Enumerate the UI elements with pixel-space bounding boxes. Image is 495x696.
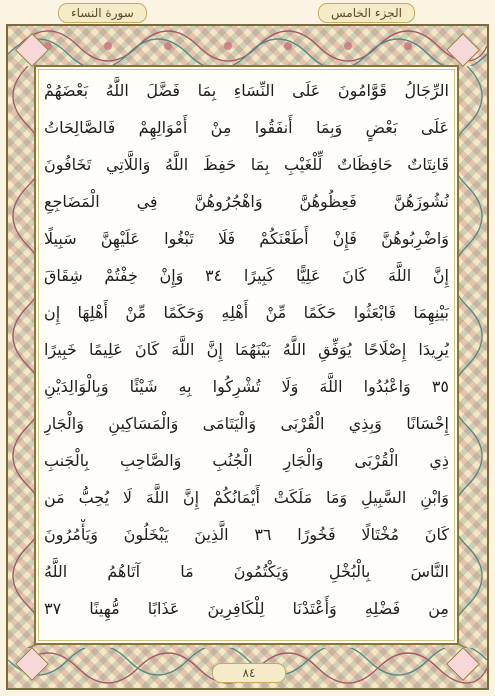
verse-line: النَّاسَ بِالْبُخْلِ وَيَكْتُمُونَ مَا آتَاهُمُ اللَّهُ xyxy=(44,562,449,581)
verse-line: نُشُوزَهُنَّ فَعِظُوهُنَّ وَاهْجُرُوهُنَّ فِي الْمَضَاجِعِ xyxy=(44,192,449,211)
verse-line: إِنَّ اللَّهَ كَانَ عَلِيًّا كَبِيرًا ٣٤ وَإِنْ خِفْتُمْ شِقَاقَ xyxy=(44,266,449,285)
verse-line: عَلَى بَعْضٍ وَبِمَا أَنفَقُوا مِنْ أَمْوَالِهِمْ فَالصَّالِحَاتُ xyxy=(44,118,449,137)
top-decorative-border xyxy=(8,26,487,66)
verse-lines xyxy=(44,75,449,635)
verse-line: ذِي الْقُرْبَى وَالْجَارِ الْجُنُبِ وَالصَّاحِبِ بِالْجَنبِ xyxy=(44,451,449,470)
surah-title: سورة النساء xyxy=(58,3,147,23)
verse-line: بَيْنِهِمَا فَابْعَثُوا حَكَمًا مِّنْ أَهْلِهِ وَحَكَمًا مِّنْ أَهْلِهَا إِن xyxy=(44,303,449,322)
verse-line: كَانَ مُخْتَالًا فَخُورًا ٣٦ الَّذِينَ يَبْخَلُونَ وَيَأْمُرُونَ xyxy=(44,525,449,544)
verse-line: إِحْسَانًا وَبِذِي الْقُرْبَى وَالْيَتَامَى وَالْمَسَاكِينِ وَالْجَارِ xyxy=(44,414,449,433)
page-number: ٨٤ xyxy=(212,663,286,683)
top-floral-pattern-icon xyxy=(8,26,487,66)
verse-line: يُرِيدَا إِصْلَاحًا يُوَفِّقِ اللَّهُ بَيْنَهُمَا إِنَّ اللَّهَ كَانَ عَلِيمًا خَبِيرًا xyxy=(44,340,449,359)
verse-line: وَابْنِ السَّبِيلِ وَمَا مَلَكَتْ أَيْمَانُكُمْ إِنَّ اللَّهَ لَا يُحِبُّ مَن xyxy=(44,488,449,507)
verse-line: وَاضْرِبُوهُنَّ فَإِنْ أَطَعْنَكُمْ فَلَا تَبْغُوا عَلَيْهِنَّ سَبِيلًا xyxy=(44,229,449,248)
verse-line: مِن فَضْلِهِ وَأَعْتَدْنَا لِلْكَافِرِينَ عَذَابًا مُّهِينًا ٣٧ xyxy=(44,599,449,618)
verse-line: الرِّجَالُ قَوَّامُونَ عَلَى النِّسَاءِ بِمَا فَضَّلَ اللَّهُ بَعْضَهُمْ xyxy=(44,81,449,100)
juz-title: الجزء الخامس xyxy=(318,3,415,23)
page-header xyxy=(0,0,495,24)
quran-text-panel xyxy=(34,65,459,645)
verse-line: ٣٥ وَاعْبُدُوا اللَّهَ وَلَا تُشْرِكُوا بِهِ شَيْئًا وَبِالْوَالِدَيْنِ xyxy=(44,377,449,396)
verse-line: قَانِتَاتٌ حَافِظَاتٌ لِّلْغَيْبِ بِمَا حَفِظَ اللَّهُ وَاللَّاتِي تَخَافُونَ xyxy=(44,155,449,174)
